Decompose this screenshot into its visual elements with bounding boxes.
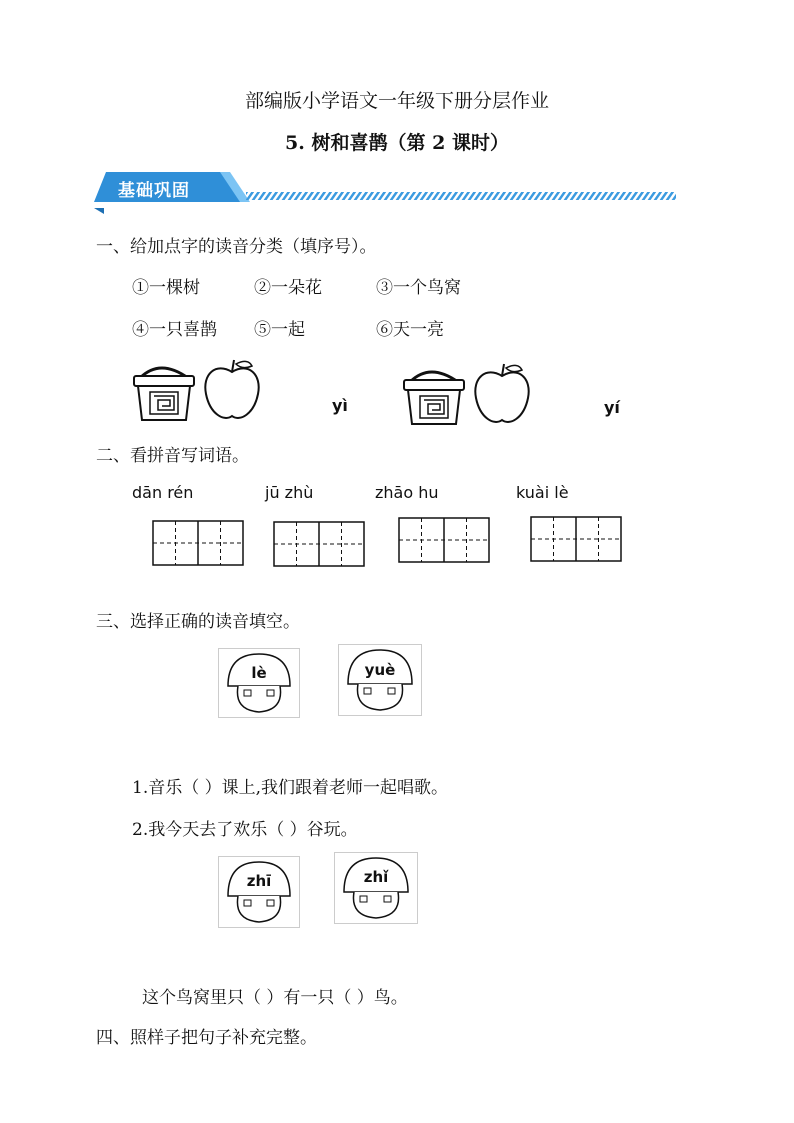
- mushroom-zhi1-icon: [218, 856, 300, 928]
- basket-right-pinyin: yí: [604, 398, 620, 417]
- mushroom-le-label: lè: [251, 664, 267, 682]
- question-4-heading: 四、照样子把句子补充完整。: [96, 1028, 317, 1048]
- mushroom-yue-label: yuè: [364, 661, 396, 679]
- question-3-heading: 三、选择正确的读音填空。: [96, 612, 300, 632]
- q1-item-5: ⑤一起: [254, 320, 305, 340]
- q2-pinyin-3: zhāo hu: [375, 483, 439, 502]
- q3-sentence-2: 2.我今天去了欢乐（ ）谷玩。: [132, 820, 358, 840]
- mushroom-zhi3-icon: [334, 852, 418, 924]
- mushroom-zhi1-label: zhī: [246, 872, 272, 890]
- page-title: 部编版小学语文一年级下册分层作业: [244, 90, 549, 112]
- q2-pinyin-4: kuài lè: [516, 483, 569, 502]
- writing-grid-1[interactable]: [152, 520, 244, 566]
- q2-pinyin-1: dān rén: [132, 483, 194, 502]
- writing-grid-2[interactable]: [273, 521, 365, 567]
- question-1-heading: 一、给加点字的读音分类（填序号）。: [96, 237, 377, 257]
- writing-grid-4[interactable]: [530, 516, 622, 562]
- q1-item-1: ①一棵树: [132, 278, 200, 298]
- basket-left-pinyin: yì: [332, 396, 348, 415]
- writing-grid-3[interactable]: [398, 517, 490, 563]
- basket-apple-left-icon: [130, 356, 264, 426]
- mushroom-le-icon: [218, 648, 300, 718]
- q1-item-2: ②一朵花: [254, 278, 322, 298]
- mushroom-yue-icon: [338, 644, 422, 716]
- q1-item-6: ⑥天一亮: [376, 320, 444, 340]
- q3-sentence-1: 1.音乐（ ）课上,我们跟着老师一起唱歌。: [132, 778, 449, 798]
- mushroom-zhi3-label: zhǐ: [363, 868, 389, 886]
- q1-item-4: ④一只喜鹊: [132, 320, 217, 340]
- lesson-subtitle: 5. 树和喜鹊（第 2 课时）: [285, 132, 509, 154]
- q2-pinyin-2: jū zhù: [265, 483, 314, 502]
- q1-item-3: ③一个鸟窝: [376, 278, 461, 298]
- basket-apple-right-icon: [400, 360, 534, 430]
- q3-sentence-3: 这个鸟窝里只（ ）有一只（ ）鸟。: [142, 988, 408, 1008]
- question-2-heading: 二、看拼音写词语。: [96, 446, 249, 466]
- banner-label: 基础巩固: [118, 181, 190, 201]
